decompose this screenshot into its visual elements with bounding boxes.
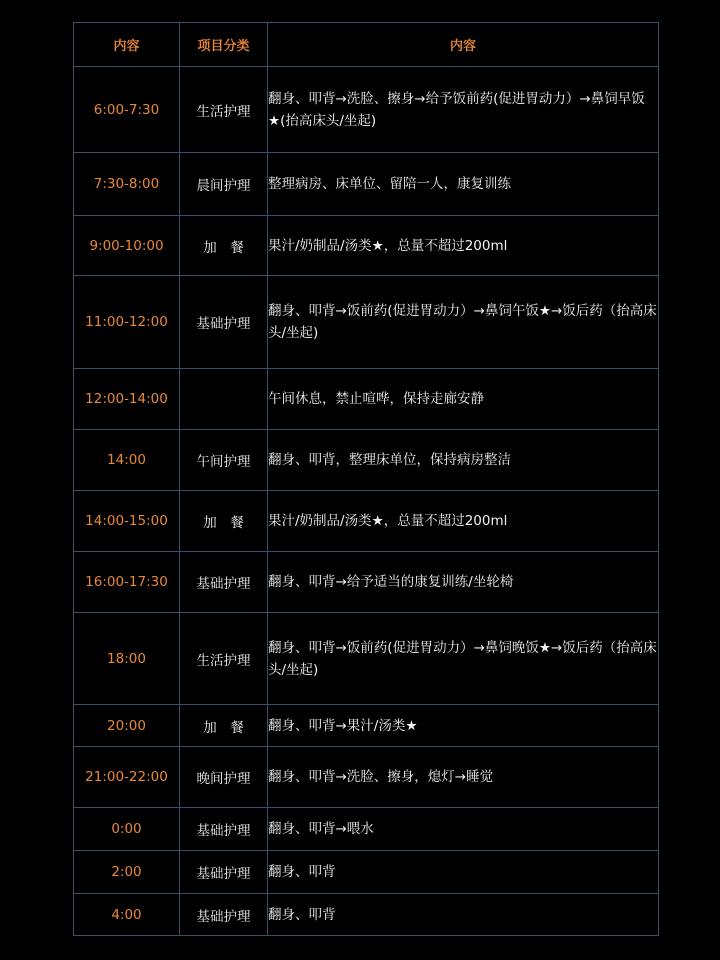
time-cell: 18:00 xyxy=(74,613,180,705)
table-row xyxy=(74,276,659,369)
category-cell: 加 餐 xyxy=(180,705,268,747)
table-row xyxy=(74,430,659,491)
category-cell: 基础护理 xyxy=(180,552,268,613)
time-cell: 9:00-10:00 xyxy=(74,216,180,276)
time-cell: 20:00 xyxy=(74,705,180,747)
category-cell: 晚间护理 xyxy=(180,747,268,808)
content-cell: 果汁/奶制品/汤类★，总量不超过200ml xyxy=(268,491,659,552)
content-cell: 翻身、叩背，整理床单位，保持病房整洁 xyxy=(268,430,659,491)
table-row xyxy=(74,369,659,430)
header-category: 项目分类 xyxy=(180,23,268,67)
category-cell: 午间护理 xyxy=(180,430,268,491)
category-cell: 晨间护理 xyxy=(180,153,268,216)
time-cell: 12:00-14:00 xyxy=(74,369,180,430)
content-cell: 整理病房、床单位、留陪一人，康复训练 xyxy=(268,153,659,216)
content-cell: 翻身、叩背→喂水 xyxy=(268,808,659,851)
category-cell xyxy=(180,369,268,430)
category-cell: 基础护理 xyxy=(180,851,268,894)
time-cell: 14:00-15:00 xyxy=(74,491,180,552)
time-cell: 2:00 xyxy=(74,851,180,894)
time-cell: 4:00 xyxy=(74,894,180,936)
content-cell: 翻身、叩背 xyxy=(268,851,659,894)
content-cell: 翻身、叩背→洗脸、擦身，熄灯→睡觉 xyxy=(268,747,659,808)
category-cell: 生活护理 xyxy=(180,613,268,705)
table-row xyxy=(74,808,659,851)
category-cell: 加 餐 xyxy=(180,216,268,276)
content-cell: 翻身、叩背→果汁/汤类★ xyxy=(268,705,659,747)
time-cell: 0:00 xyxy=(74,808,180,851)
table-row xyxy=(74,747,659,808)
time-cell: 14:00 xyxy=(74,430,180,491)
table-header-row xyxy=(74,23,659,67)
category-cell: 生活护理 xyxy=(180,67,268,153)
time-cell: 11:00-12:00 xyxy=(74,276,180,369)
table-row xyxy=(74,705,659,747)
content-cell: 翻身、叩背→洗脸、擦身→给予饭前药(促进胃动力）→鼻饲早饭★(抬高床头/坐起) xyxy=(268,67,659,153)
category-cell: 基础护理 xyxy=(180,808,268,851)
table-row xyxy=(74,491,659,552)
time-cell: 7:30-8:00 xyxy=(74,153,180,216)
content-cell: 翻身、叩背→给予适当的康复训练/坐轮椅 xyxy=(268,552,659,613)
category-cell: 加 餐 xyxy=(180,491,268,552)
time-cell: 16:00-17:30 xyxy=(74,552,180,613)
content-cell: 翻身、叩背→饭前药(促进胃动力）→鼻饲午饭★→饭后药（抬高床头/坐起) xyxy=(268,276,659,369)
table-row xyxy=(74,851,659,894)
table-row xyxy=(74,894,659,936)
table-row xyxy=(74,613,659,705)
time-cell: 21:00-22:00 xyxy=(74,747,180,808)
header-content: 内容 xyxy=(268,23,659,67)
table-row xyxy=(74,552,659,613)
content-cell: 果汁/奶制品/汤类★，总量不超过200ml xyxy=(268,216,659,276)
table-row xyxy=(74,153,659,216)
header-time: 内容 xyxy=(74,23,180,67)
table-row xyxy=(74,216,659,276)
care-schedule-table xyxy=(73,22,659,936)
category-cell: 基础护理 xyxy=(180,894,268,936)
table-row xyxy=(74,67,659,153)
content-cell: 翻身、叩背→饭前药(促进胃动力）→鼻饲晚饭★→饭后药（抬高床头/坐起) xyxy=(268,613,659,705)
content-cell: 午间休息，禁止喧哗，保持走廊安静 xyxy=(268,369,659,430)
time-cell: 6:00-7:30 xyxy=(74,67,180,153)
content-cell: 翻身、叩背 xyxy=(268,894,659,936)
category-cell: 基础护理 xyxy=(180,276,268,369)
